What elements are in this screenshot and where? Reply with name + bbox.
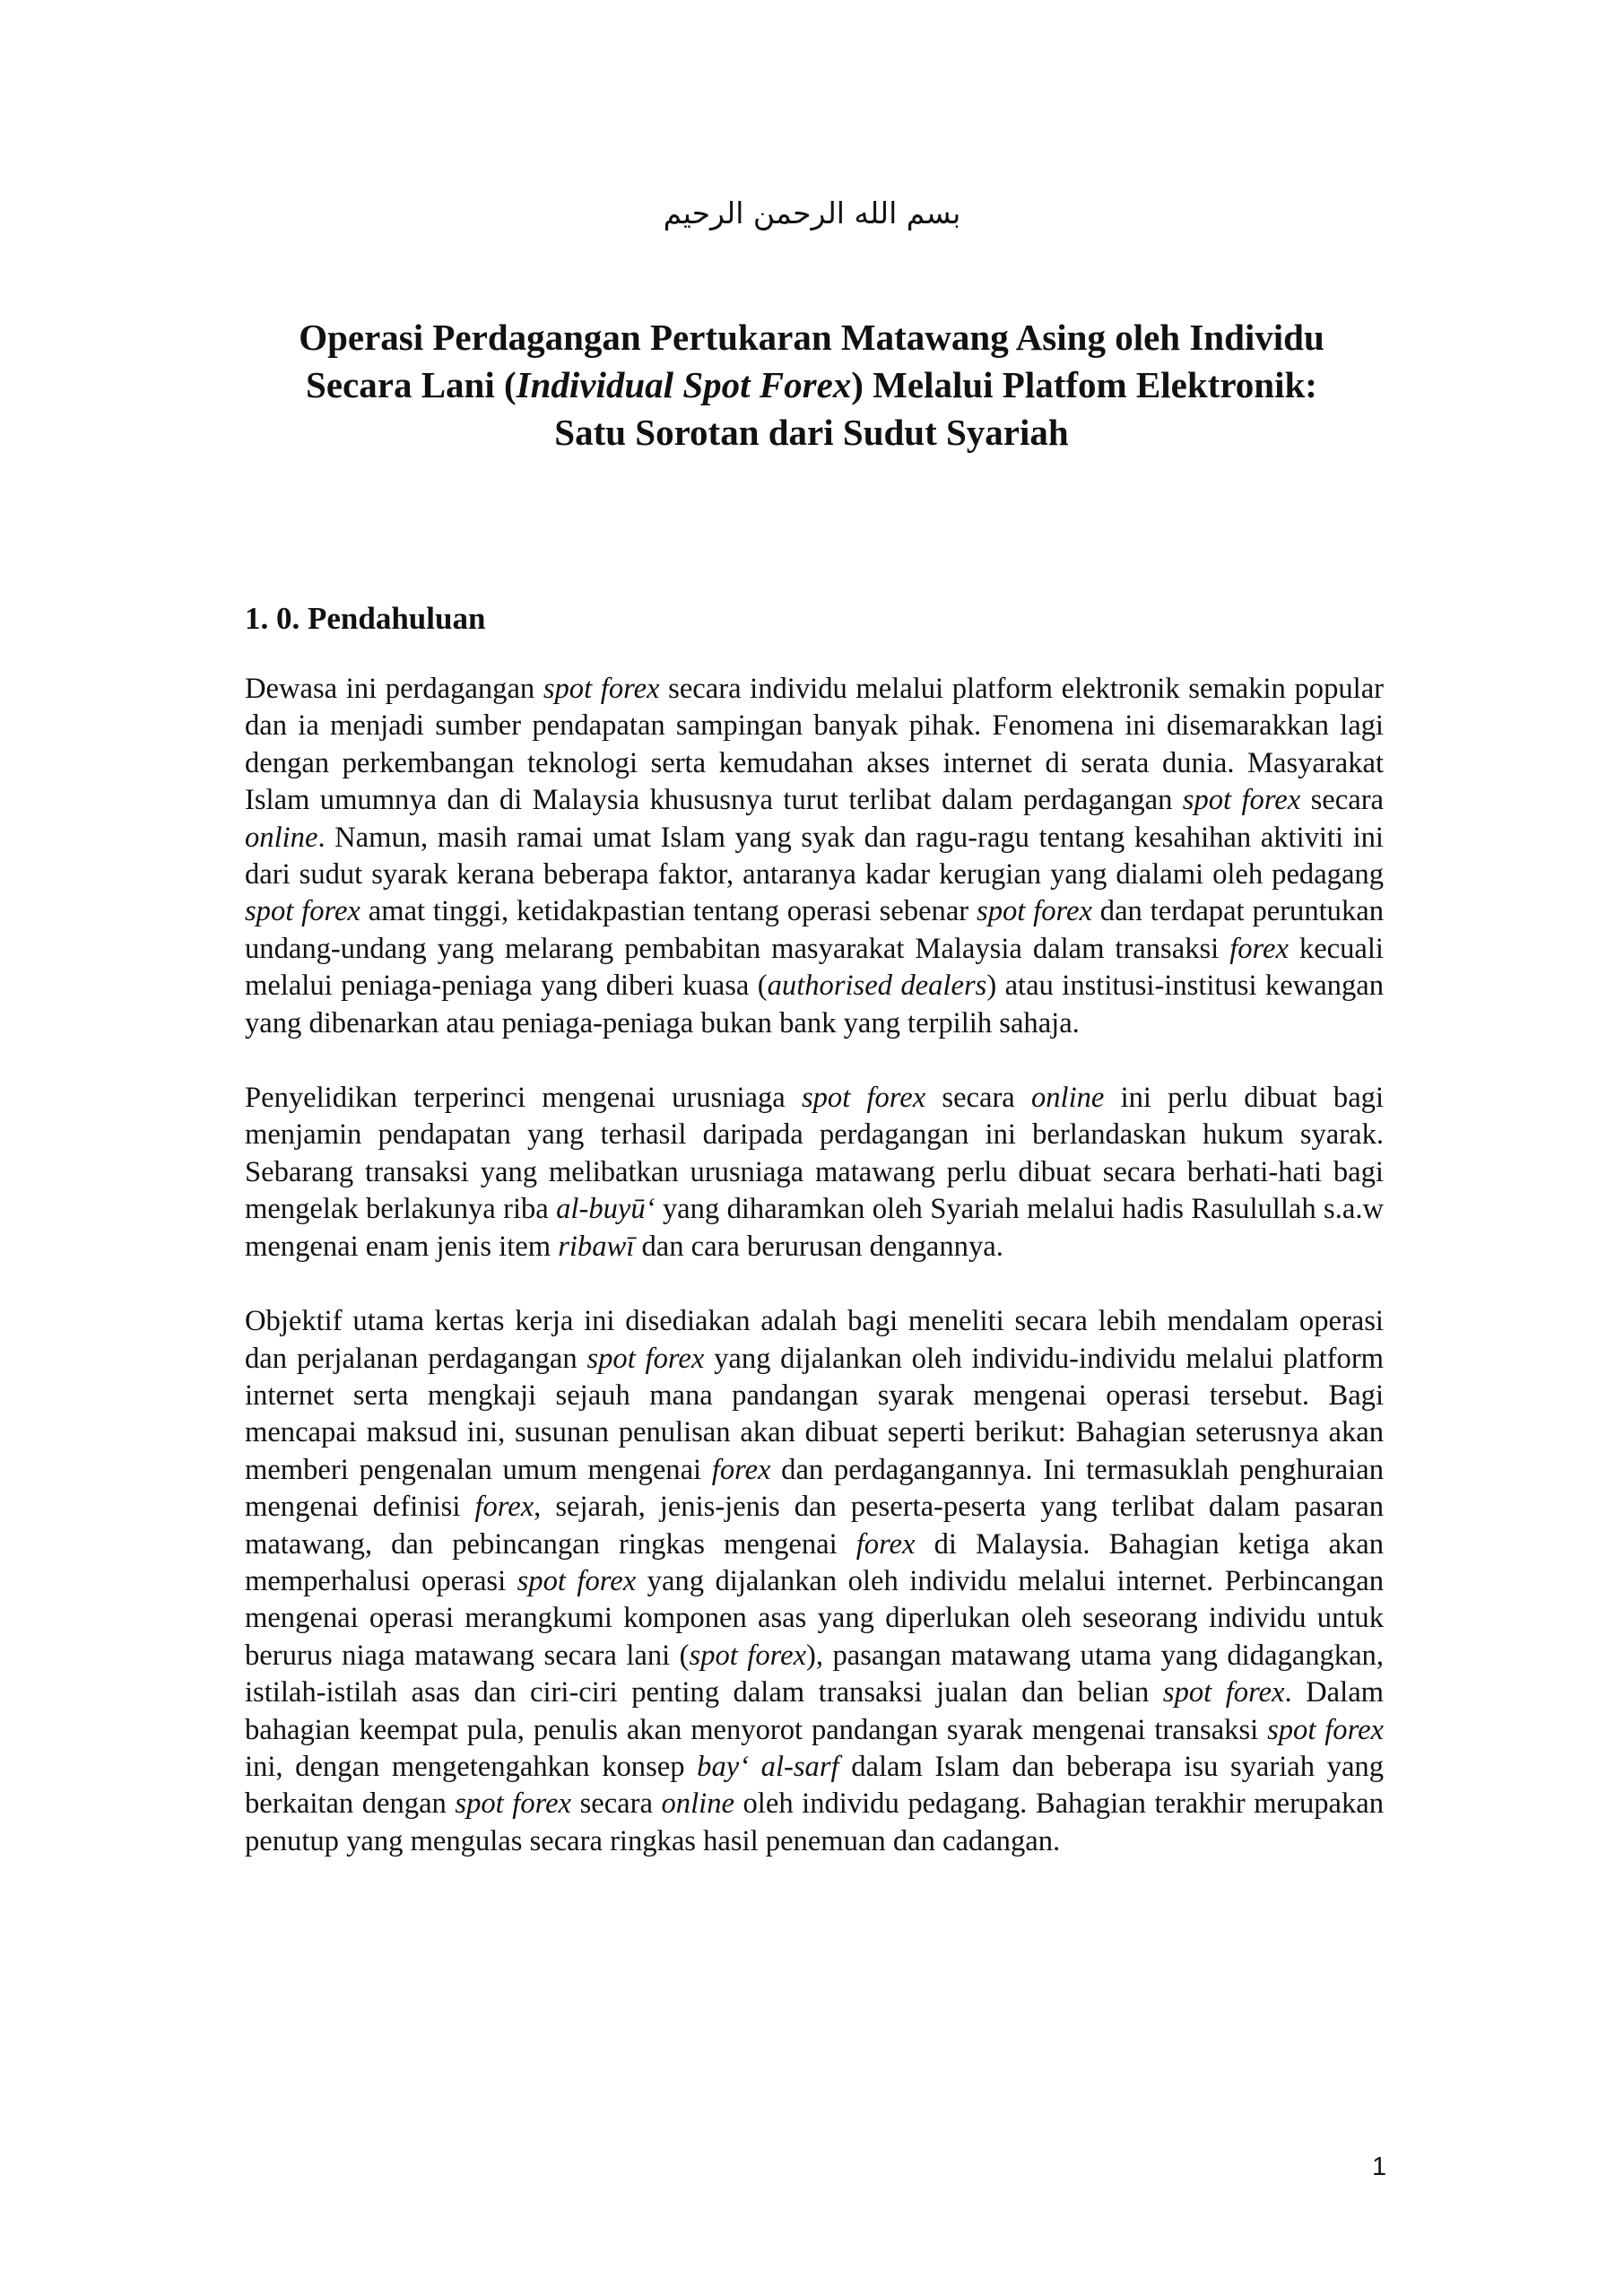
italic-term: online (245, 821, 318, 854)
italic-term: spot forex (245, 895, 360, 928)
italic-term: forex (855, 1527, 916, 1561)
title-line-2-italic: Individual Spot Forex (516, 364, 852, 405)
text-run: yang dijalankan oleh individu melalui internet. Perbincangan mengenai operasi merangkumi komponen asas yang diperlukan oleh seseorang individu untuk berurus niaga matawang secara lani ( (245, 1564, 1384, 1672)
text-run: ) atau institusi-institusi kewangan yang dibenarkan atau peniaga-peniaga bukan bank yang terpilih sahaja. (245, 970, 1384, 1039)
text-run: di Malaysia. Bahagian ketiga akan memperhalusi operasi (245, 1527, 1384, 1597)
text-run: ini perlu dibuat bagi menjamin pendapatan yang terhasil daripada perdagangan ini berlandaskan hukum syarak. Sebarang transaksi yang melibatkan urusniaga matawang perlu dibuat secara berhati-hati bagi mengelak berlakunya riba (245, 1082, 1384, 1226)
paragraph-2 (245, 1080, 1384, 1265)
text-run: yang dijalankan oleh individu-individu melalui platform internet serta mengkaji sejauh mana pandangan syarak mengenai operasi tersebut. Bagi mencapai maksud ini, susunan penulisan akan dibuat seperti berikut: Bahagian seterusnya akan memberi pengenalan umum mengenai (245, 1342, 1385, 1486)
title-line-3: Satu Sorotan dari Sudut Syariah (554, 412, 1069, 453)
italic-term: spot forex (543, 673, 660, 705)
text-run: ini, dengan mengetengahkan konsep (245, 1750, 698, 1783)
italic-term: authorised dealers (767, 970, 987, 1003)
text-run: secara (1300, 784, 1384, 817)
text-run: . Namun, masih ramai umat Islam yang syak dan ragu-ragu tentang kesahihan aktiviti ini dari sudut syarak kerana beberapa faktor, antaranya kadar kerugian yang dialami oleh pedagang (245, 821, 1384, 891)
italic-term: online (661, 1787, 734, 1821)
italic-term: spot forex (977, 895, 1092, 928)
italic-term: forex (474, 1491, 534, 1524)
title-line-1: Operasi Perdagangan Pertukaran Matawang Asing oleh Individu (299, 317, 1324, 358)
italic-term: ribawī (558, 1230, 635, 1263)
text-run: dan cara berurusan dengannya. (634, 1230, 1003, 1263)
title-line-2a: Secara Lani ( (306, 364, 517, 405)
text-run: Objektif utama kertas kerja ini disediakan adalah bagi meneliti secara lebih mendalam operasi dan perjalanan perdagangan (245, 1305, 1384, 1375)
text-run: Penyelidikan terperinci mengenai urusniaga (245, 1082, 802, 1115)
italic-term: spot forex (1267, 1713, 1384, 1746)
text-run: amat tinggi, ketidakpastian tentang operasi sebenar (360, 895, 977, 928)
italic-term: spot forex (517, 1564, 637, 1597)
basmala: بسم الله الرحمن الرحيم (663, 196, 961, 230)
italic-term: bay‘ al-sarf (697, 1750, 839, 1783)
section-heading: 1. 0. Pendahuluan (245, 601, 486, 636)
italic-term: spot forex (801, 1082, 926, 1115)
text-run: secara individu melalui platform elektronik semakin popular dan ia menjadi sumber pendapatan sampingan banyak pihak. Fenomena ini disemarakkan lagi dengan perkembangan teknologi serta kemudahan akses internet di serata dunia. Masyarakat Islam umumnya dan di Malaysia khususnya turut terlibat dalam perdagangan (245, 673, 1385, 817)
page-number: 1 (1372, 2152, 1387, 2181)
italic-term: spot forex (1182, 784, 1301, 817)
italic-term: spot forex (1162, 1676, 1285, 1709)
document-body (245, 671, 1384, 1898)
text-run: secara (571, 1787, 662, 1821)
italic-term: forex (1229, 932, 1289, 965)
text-run: , sejarah, jenis-jenis dan peserta-peserta yang terlibat dalam pasaran matawang, dan pebincangan ringkas mengenai (245, 1491, 1384, 1561)
text-run: dan terdapat peruntukan undang-undang yang melarang pembabitan masyarakat Malaysia dalam transaksi (245, 895, 1385, 965)
text-run: Dewasa ini perdagangan (245, 673, 543, 705)
italic-term: forex (711, 1453, 771, 1486)
italic-term: spot forex (586, 1342, 705, 1375)
text-run: . Dalam bahagian keempat pula, penulis akan menyorot pandangan syarak mengenai transaksi (245, 1676, 1384, 1746)
italic-term: spot forex (689, 1639, 807, 1672)
italic-term: al-buyū‘ (556, 1193, 656, 1226)
text-run: dan perdagangannya. Ini termasuklah penghuraian mengenai definisi (245, 1453, 1384, 1524)
text-run: yang diharamkan oleh Syariah melalui hadis Rasulullah s.a.w mengenai enam jenis item (245, 1193, 1384, 1263)
document-title (215, 314, 1408, 457)
text-run: secara (925, 1082, 1031, 1115)
text-run: dalam Islam dan beberapa isu syariah yang berkaitan dengan (245, 1750, 1384, 1821)
text-run: oleh individu pedagang. Bahagian terakhir merupakan penutup yang mengulas secara ringkas hasil penemuan dan cadangan. (245, 1787, 1385, 1857)
italic-term: online (1030, 1082, 1105, 1115)
text-run: kecuali melalui peniaga-peniaga yang diberi kuasa ( (245, 932, 1384, 1003)
italic-term: spot forex (455, 1787, 572, 1821)
text-run: ), pasangan matawang utama yang didagangkan, istilah-istilah asas dan ciri-ciri penting dalam transaksi jualan dan belian (245, 1639, 1384, 1709)
title-line-2b: ) Melalui Platfom Elektronik: (851, 364, 1317, 405)
paragraph-1 (245, 671, 1384, 1042)
paragraph-3 (245, 1303, 1384, 1860)
